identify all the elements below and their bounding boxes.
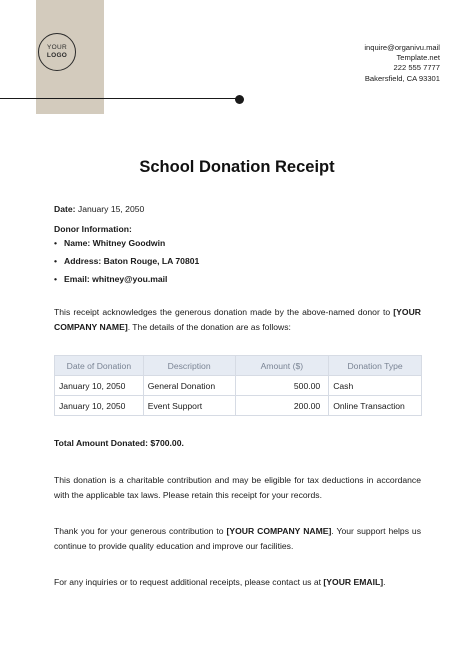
intro-text-end: . The details of the donation are as follows: <box>127 322 291 332</box>
donor-list <box>54 237 199 291</box>
intro-company: [YOUR COMPANY NAME] <box>54 307 421 332</box>
cell-type: Cash <box>329 376 422 396</box>
donor-name: Name: Whitney Goodwin <box>64 238 166 248</box>
cell-amount: 200.00 <box>235 396 329 416</box>
cell-description: Event Support <box>143 396 235 416</box>
table-row <box>55 376 422 396</box>
bullet-icon: • <box>54 238 58 248</box>
header-divider-dot <box>235 95 244 104</box>
logo-line-2: LOGO <box>46 52 68 59</box>
cell-amount: 500.00 <box>235 376 329 396</box>
contact-phone: 222 555 7777 <box>393 63 440 73</box>
donation-table <box>54 355 422 416</box>
date-value: January 15, 2050 <box>77 204 145 214</box>
inquiries-email: [YOUR EMAIL] <box>323 577 384 587</box>
receipt-date <box>54 204 144 214</box>
column-header: Description <box>143 356 235 376</box>
donor-item-name <box>54 237 199 255</box>
intro-paragraph <box>54 305 421 335</box>
donor-heading: Donor Information: <box>54 224 132 234</box>
inquiries-paragraph <box>54 575 421 590</box>
inquiries-text: For any inquiries or to request additional receipts, please contact us at <box>54 577 324 587</box>
thanks-text: Thank you for your generous contribution to <box>54 526 227 536</box>
cell-date: January 10, 2050 <box>55 396 144 416</box>
donor-email: Email: whitney@you.mail <box>64 274 168 284</box>
table-row <box>55 396 422 416</box>
contact-email: inquire@organivu.mail <box>364 43 440 52</box>
contact-website: Template.net <box>396 53 440 63</box>
donor-address: Address: Baton Rouge, LA 70801 <box>64 256 200 266</box>
bullet-icon: • <box>54 274 58 284</box>
page-title: School Donation Receipt <box>139 158 335 176</box>
tax-note-paragraph: This donation is a charitable contribution and may be eligible for tax deductions in accordance with the applicable tax laws. Please retain this receipt for your records. <box>54 475 421 500</box>
thanks-text-end: . Your support helps us continue to provide quality education and improve our facilities. <box>54 526 422 551</box>
column-header: Date of Donation <box>55 356 144 376</box>
donor-item-address <box>54 255 199 273</box>
bullet-icon: • <box>54 256 58 266</box>
donor-item-email <box>54 273 199 291</box>
thanks-paragraph <box>54 524 421 554</box>
cell-description: General Donation <box>143 376 235 396</box>
table-header-row <box>55 356 422 376</box>
total-amount: Total Amount Donated: $700.00. <box>54 438 184 448</box>
header-divider <box>0 98 238 99</box>
logo-line-1: YOUR <box>47 44 67 51</box>
inquiries-text-end: . <box>383 577 386 587</box>
intro-text: This receipt acknowledges the generous donation made by the above-named donor to <box>54 307 394 317</box>
column-header: Donation Type <box>329 356 422 376</box>
logo <box>38 33 76 71</box>
column-header: Amount ($) <box>235 356 329 376</box>
cell-date: January 10, 2050 <box>55 376 144 396</box>
contact-address: Bakersfield, CA 93301 <box>364 73 440 83</box>
date-label: Date: <box>54 204 76 214</box>
cell-type: Online Transaction <box>329 396 422 416</box>
contact-block <box>364 43 440 84</box>
thanks-company: [YOUR COMPANY NAME] <box>226 526 332 536</box>
